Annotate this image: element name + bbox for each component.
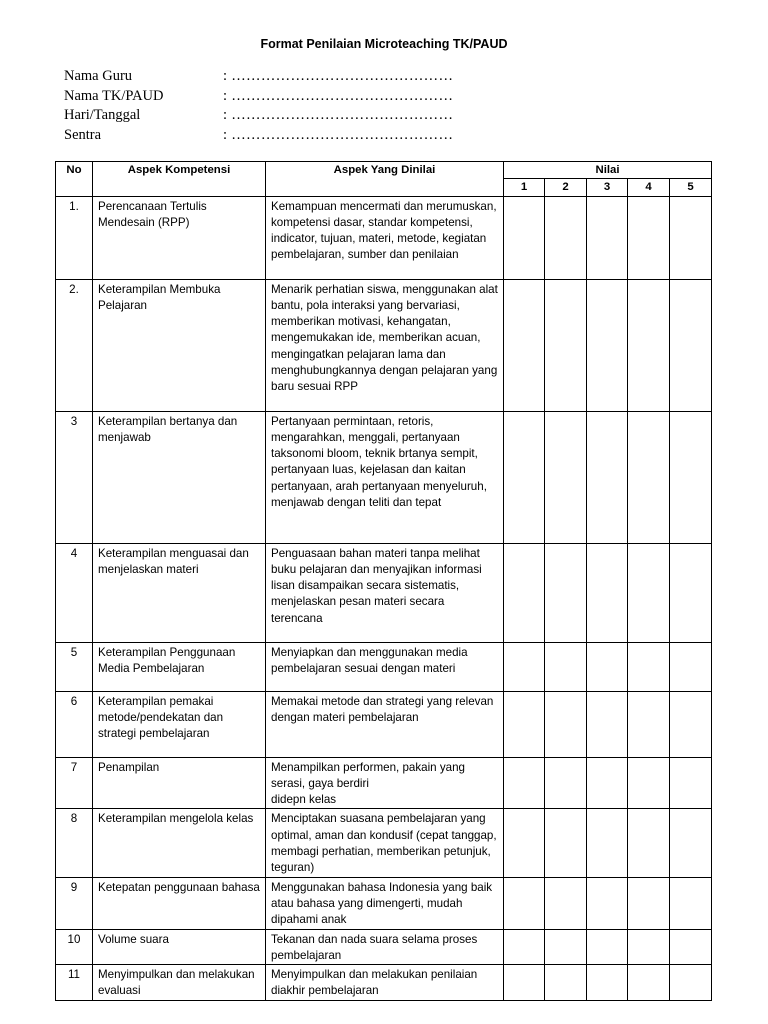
- row-number: 6: [56, 691, 93, 757]
- row-number: 8: [56, 809, 93, 877]
- score-cell-2[interactable]: [545, 543, 587, 642]
- aspek-kompetensi-cell: Penampilan: [93, 757, 266, 809]
- score-cell-4[interactable]: [628, 965, 670, 1001]
- header-score-2: 2: [545, 179, 587, 196]
- score-cell-4[interactable]: [628, 642, 670, 691]
- score-cell-4[interactable]: [628, 691, 670, 757]
- header-score-3: 3: [587, 179, 628, 196]
- table-row: [56, 929, 712, 965]
- row-number: 2.: [56, 279, 93, 411]
- score-cell-3[interactable]: [587, 965, 628, 1001]
- field-sentra: [64, 126, 453, 146]
- aspek-yang-dinilai-cell: Pertanyaan permintaan, retoris, mengarahkan, menggali, pertanyaan taksonomi bloom, teknik brtanya sempit, pertanyaan luas, kejelasan dan kaitan pertanyaan, arah pertanyaan menyeluruh, menjawab dengan teliti dan tepat: [266, 411, 504, 543]
- aspek-kompetensi-cell: Perencanaan Tertulis Mendesain (RPP): [93, 196, 266, 279]
- score-cell-5[interactable]: [670, 642, 712, 691]
- aspek-yang-dinilai-cell: Tekanan dan nada suara selama proses pembelajaran: [266, 929, 504, 965]
- score-cell-1[interactable]: [504, 929, 545, 965]
- header-aspek-yang-dinilai: Aspek Yang Dinilai: [266, 162, 504, 197]
- assessment-table: [55, 161, 712, 1001]
- score-cell-2[interactable]: [545, 877, 587, 929]
- aspek-yang-dinilai-cell: Kemampuan mencermati dan merumuskan, kompetensi dasar, standar kompetensi, indicator, tujuan, materi, metode, kegiatan pembelajaran, sumber dan penilaian: [266, 196, 504, 279]
- header-aspek-kompetensi: Aspek Kompetensi: [93, 162, 266, 197]
- score-cell-4[interactable]: [628, 411, 670, 543]
- aspek-yang-dinilai-cell: Menciptakan suasana pembelajaran yang optimal, aman dan kondusif (cepat tanggap, membagi perhatian, memberikan petunjuk, teguran): [266, 809, 504, 877]
- score-cell-4[interactable]: [628, 279, 670, 411]
- header-score-1: 1: [504, 179, 545, 196]
- table-row: [56, 691, 712, 757]
- header-score-4: 4: [628, 179, 670, 196]
- row-number: 9: [56, 877, 93, 929]
- score-cell-1[interactable]: [504, 196, 545, 279]
- table-row: [56, 809, 712, 877]
- field-blank: : ………………………………………: [223, 87, 454, 104]
- row-number: 5: [56, 642, 93, 691]
- field-nama-tk: [64, 87, 453, 107]
- aspek-kompetensi-cell: Keterampilan bertanya dan menjawab: [93, 411, 266, 543]
- score-cell-4[interactable]: [628, 877, 670, 929]
- score-cell-5[interactable]: [670, 965, 712, 1001]
- row-number: 11: [56, 965, 93, 1001]
- aspek-yang-dinilai-cell: Menampilkan performen, pakain yang serasi, gaya berdiri didepn kelas: [266, 757, 504, 809]
- aspek-yang-dinilai-cell: Menyimpulkan dan melakukan penilaian diakhir pembelajaran: [266, 965, 504, 1001]
- score-cell-2[interactable]: [545, 691, 587, 757]
- aspek-kompetensi-cell: Keterampilan Penggunaan Media Pembelajaran: [93, 642, 266, 691]
- table-row: [56, 196, 712, 279]
- table-row: [56, 757, 712, 809]
- aspek-yang-dinilai-cell: Menarik perhatian siswa, menggunakan alat bantu, pola interaksi yang bervariasi, memberikan motivasi, kehangatan, mengemukakan ide, memberikan acuan, mengingatkan pelajaran lama dan menghubungkannya dengan pelajaran yang baru sesuai RPP: [266, 279, 504, 411]
- score-cell-2[interactable]: [545, 929, 587, 965]
- header-nilai: Nilai: [504, 162, 712, 179]
- row-number: 7: [56, 757, 93, 809]
- field-nama-guru: [64, 67, 453, 87]
- row-number: 4: [56, 543, 93, 642]
- score-cell-5[interactable]: [670, 877, 712, 929]
- aspek-yang-dinilai-cell: Menyiapkan dan menggunakan media pembelajaran sesuai dengan materi: [266, 642, 504, 691]
- identity-fields: [64, 67, 453, 145]
- score-cell-1[interactable]: [504, 809, 545, 877]
- table-row: [56, 279, 712, 411]
- field-blank: : ………………………………………: [223, 107, 454, 123]
- aspek-kompetensi-cell: Keterampilan mengelola kelas: [93, 809, 266, 877]
- score-cell-3[interactable]: [587, 691, 628, 757]
- score-cell-5[interactable]: [670, 809, 712, 877]
- aspek-kompetensi-cell: Keterampilan pemakai metode/pendekatan dan strategi pembelajaran: [93, 691, 266, 757]
- table-row: [56, 543, 712, 642]
- score-cell-5[interactable]: [670, 279, 712, 411]
- row-number: 10: [56, 929, 93, 965]
- score-cell-2[interactable]: [545, 809, 587, 877]
- field-label: Nama Guru: [64, 68, 133, 84]
- score-cell-2[interactable]: [545, 757, 587, 809]
- score-cell-2[interactable]: [545, 642, 587, 691]
- field-label: Sentra: [64, 126, 102, 143]
- score-cell-3[interactable]: [587, 642, 628, 691]
- form-title: Format Penilaian Microteaching TK/PAUD: [260, 37, 508, 51]
- aspek-kompetensi-cell: Keterampilan menguasai dan menjelaskan materi: [93, 543, 266, 642]
- field-blank: : ………………………………………: [223, 68, 454, 84]
- score-cell-4[interactable]: [628, 929, 670, 965]
- score-cell-2[interactable]: [545, 965, 587, 1001]
- score-cell-1[interactable]: [504, 642, 545, 691]
- aspek-yang-dinilai-cell: Penguasaan bahan materi tanpa melihat buku pelajaran dan menyajikan informasi lisan disampaikan secara sistematis, menjelaskan pesan materi secara terencana: [266, 543, 504, 642]
- row-number: 1.: [56, 196, 93, 279]
- header-score-5: 5: [670, 179, 712, 196]
- score-cell-1[interactable]: [504, 757, 545, 809]
- aspek-yang-dinilai-cell: Memakai metode dan strategi yang relevan dengan materi pembelajaran: [266, 691, 504, 757]
- score-cell-3[interactable]: [587, 929, 628, 965]
- score-cell-3[interactable]: [587, 196, 628, 279]
- table-row: [56, 642, 712, 691]
- score-cell-4[interactable]: [628, 757, 670, 809]
- score-cell-2[interactable]: [545, 196, 587, 279]
- field-label: Hari/Tanggal: [64, 107, 141, 123]
- score-cell-1[interactable]: [504, 411, 545, 543]
- score-cell-1[interactable]: [504, 877, 545, 929]
- score-cell-3[interactable]: [587, 543, 628, 642]
- aspek-kompetensi-cell: Menyimpulkan dan melakukan evaluasi: [93, 965, 266, 1001]
- score-cell-5[interactable]: [670, 929, 712, 965]
- score-cell-5[interactable]: [670, 411, 712, 543]
- score-cell-3[interactable]: [587, 757, 628, 809]
- score-cell-5[interactable]: [670, 757, 712, 809]
- score-cell-1[interactable]: [504, 691, 545, 757]
- score-cell-1[interactable]: [504, 543, 545, 642]
- table-row: [56, 877, 712, 929]
- field-blank: : ………………………………………: [223, 126, 454, 143]
- score-cell-1[interactable]: [504, 279, 545, 411]
- score-cell-3[interactable]: [587, 279, 628, 411]
- score-cell-5[interactable]: [670, 196, 712, 279]
- field-label: Nama TK/PAUD: [64, 87, 164, 104]
- score-cell-2[interactable]: [545, 279, 587, 411]
- aspek-yang-dinilai-cell: Menggunakan bahasa Indonesia yang baik atau bahasa yang dimengerti, mudah dipahami anak: [266, 877, 504, 929]
- table-row: [56, 965, 712, 1001]
- score-cell-4[interactable]: [628, 543, 670, 642]
- score-cell-3[interactable]: [587, 411, 628, 543]
- score-cell-1[interactable]: [504, 965, 545, 1001]
- score-cell-4[interactable]: [628, 809, 670, 877]
- score-cell-5[interactable]: [670, 691, 712, 757]
- score-cell-3[interactable]: [587, 877, 628, 929]
- row-number: 3: [56, 411, 93, 543]
- aspek-kompetensi-cell: Ketepatan penggunaan bahasa: [93, 877, 266, 929]
- header-no: No: [56, 162, 93, 197]
- score-cell-2[interactable]: [545, 411, 587, 543]
- field-hari-tanggal: [64, 106, 453, 126]
- table-row: [56, 411, 712, 543]
- score-cell-3[interactable]: [587, 809, 628, 877]
- aspek-kompetensi-cell: Keterampilan Membuka Pelajaran: [93, 279, 266, 411]
- score-cell-5[interactable]: [670, 543, 712, 642]
- score-cell-4[interactable]: [628, 196, 670, 279]
- aspek-kompetensi-cell: Volume suara: [93, 929, 266, 965]
